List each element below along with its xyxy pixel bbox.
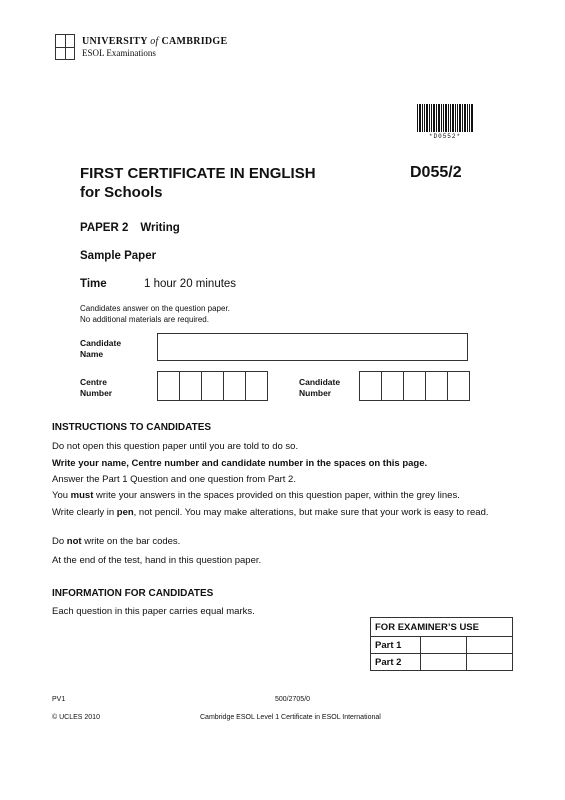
footer-code: 500/2705/0 [275, 696, 311, 703]
exam-title-line1: FIRST CERTIFICATE IN ENGLISH [80, 165, 316, 182]
examiner-part2-label: Part 2 [371, 654, 421, 671]
instruction-line: Do not open this question paper until you are told to do so. [52, 441, 299, 452]
instruction-line: Write your name, Centre number and candidate number in the spaces on this page. [52, 458, 428, 469]
materials-note: Candidates answer on the question paper. No additional materials are required. [80, 304, 230, 324]
examiner-cell [467, 637, 513, 654]
sample-label: Sample Paper [80, 250, 157, 262]
instructions-heading: INSTRUCTIONS TO CANDIDATES [52, 422, 212, 433]
candidate-number-field[interactable] [359, 371, 470, 401]
crest-icon [55, 34, 75, 60]
instruction-line: At the end of the test, hand in this question paper. [52, 555, 262, 566]
information-line: Each question in this paper carries equal marks. [52, 606, 255, 617]
candidate-name-field[interactable] [157, 333, 468, 361]
exam-title [80, 164, 316, 202]
examiner-heading: FOR EXAMINER’S USE [371, 618, 513, 637]
time-value: 1 hour 20 minutes [144, 278, 237, 290]
university-name: UNIVERSITY of CAMBRIDGE [82, 36, 228, 47]
examiner-cell [421, 654, 467, 671]
candidate-name-label: Candidate Name [80, 338, 122, 359]
centre-number-label: Centre Number [80, 377, 113, 398]
candidate-number-label: Candidate Number [299, 377, 341, 398]
cambridge-logo [55, 34, 228, 66]
esol-label: ESOL Examinations [82, 48, 156, 58]
barcode-text: *D0552* [428, 133, 462, 140]
exam-title-line2: for Schools [80, 184, 163, 201]
paper-code: D055/2 [410, 164, 462, 181]
examiner-cell [421, 637, 467, 654]
instruction-line: Answer the Part 1 Question and one question from Part 2. [52, 474, 296, 485]
footer-certificate: Cambridge ESOL Level 1 Certificate in ESOL International [200, 714, 381, 721]
footer-copyright: © UCLES 2010 [52, 714, 100, 721]
instruction-line: Write clearly in pen, not pencil. You may make alterations, but make sure that your work is easy to read. [52, 507, 489, 518]
barcode-image [417, 104, 473, 132]
time-label: Time [80, 278, 107, 290]
footer-pv: PV1 [52, 696, 66, 703]
examiner-part1-label: Part 1 [371, 637, 421, 654]
information-heading: INFORMATION FOR CANDIDATES [52, 588, 214, 599]
examiner-table [370, 617, 513, 671]
instruction-line: You must write your answers in the spaces provided on this question paper, within the grey lines. [52, 490, 460, 501]
centre-number-field[interactable] [157, 371, 268, 401]
examiner-cell [467, 654, 513, 671]
paper-heading: PAPER 2 Writing [80, 222, 180, 234]
instruction-line: Do not write on the bar codes. [52, 536, 181, 547]
